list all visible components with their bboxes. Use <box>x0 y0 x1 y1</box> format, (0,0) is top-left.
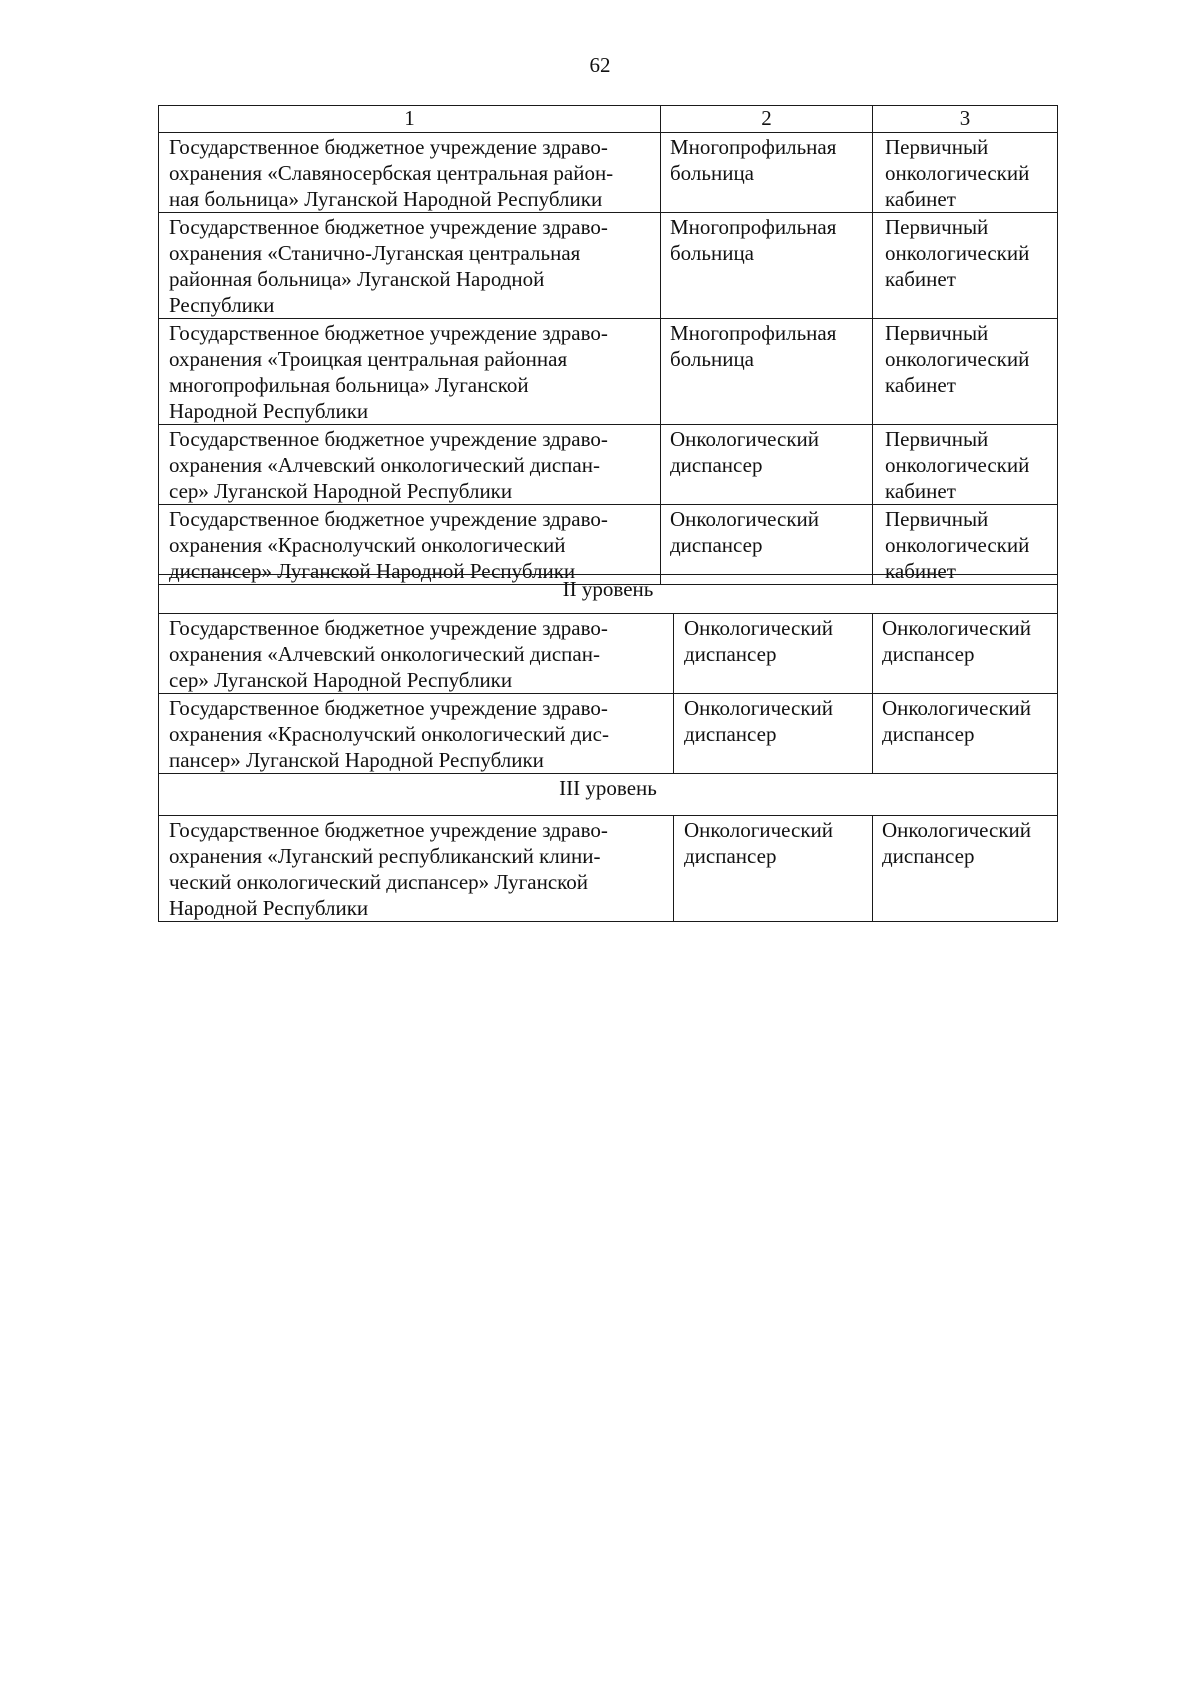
facility-type-cell-line: диспансер <box>684 722 777 746</box>
facility-type-cell <box>661 505 873 585</box>
column-number-3: 3 <box>873 106 1058 133</box>
institution-name-cell-line: Государственное бюджетное учреждение здраво- <box>169 321 608 345</box>
section-row-level2 <box>159 575 1058 614</box>
facility-type-cell <box>674 614 873 694</box>
institution-name-cell-line: районная больница» Луганской Народной <box>169 267 545 291</box>
facility-type-cell <box>661 213 873 319</box>
oncology-unit-cell-line: Онкологический <box>882 818 1031 842</box>
oncology-unit-cell <box>873 213 1058 319</box>
facility-type-cell-line: диспансер <box>684 642 777 666</box>
facility-type-cell <box>661 133 873 213</box>
institution-name-cell-line: Народной Республики <box>169 399 369 423</box>
institution-name-cell-line: охранения «Славяносербская центральная район- <box>169 161 614 185</box>
oncology-unit-cell-line: Первичный <box>885 507 989 531</box>
oncology-unit-cell-line: кабинет <box>885 373 956 397</box>
institution-name-cell-line: Государственное бюджетное учреждение здраво- <box>169 696 608 720</box>
facility-type-cell-line: Онкологический <box>670 507 819 531</box>
institution-name-cell-line: Республики <box>169 293 275 317</box>
facility-type-cell-line: диспансер <box>684 844 777 868</box>
oncology-unit-cell-line: диспансер <box>882 642 975 666</box>
institution-name-cell-line: сер» Луганской Народной Республики <box>169 479 513 503</box>
facility-type-cell-line: Многопрофильная <box>670 215 837 239</box>
table-row <box>159 319 1058 425</box>
institution-name-cell <box>159 133 661 213</box>
institution-name-cell-line: охранения «Троицкая центральная районная <box>169 347 568 371</box>
oncology-unit-cell-line: Первичный <box>885 427 989 451</box>
column-number-1: 1 <box>159 106 661 133</box>
facility-type-cell <box>674 816 873 922</box>
oncology-unit-cell <box>873 694 1058 774</box>
oncology-unit-cell-line: Онкологический <box>882 616 1031 640</box>
oncology-unit-cell-line: кабинет <box>885 559 956 583</box>
oncology-unit-cell-line: онкологический <box>885 161 1030 185</box>
table-row <box>159 213 1058 319</box>
facility-type-cell-line: больница <box>670 241 754 265</box>
oncology-unit-cell-line: Первичный <box>885 215 989 239</box>
institution-name-cell-line: охранения «Краснолучский онкологический <box>169 533 566 557</box>
facility-type-cell <box>661 425 873 505</box>
facility-type-cell-line: больница <box>670 161 754 185</box>
institution-name-cell-line: охранения «Алчевский онкологический диспан- <box>169 453 600 477</box>
institution-name-cell-line: Народной Республики <box>169 896 369 920</box>
institution-name-cell-line: сер» Луганской Народной Республики <box>169 668 513 692</box>
institution-name-cell-line: охранения «Алчевский онкологический диспан- <box>169 642 600 666</box>
oncology-unit-cell-line: кабинет <box>885 187 956 211</box>
oncology-unit-cell-line: Онкологический <box>882 696 1031 720</box>
oncology-unit-cell <box>873 614 1058 694</box>
oncology-unit-cell-line: онкологический <box>885 241 1030 265</box>
oncology-unit-cell-line: диспансер <box>882 722 975 746</box>
institution-name-cell <box>159 694 674 774</box>
institution-name-cell-line: Государственное бюджетное учреждение здраво- <box>169 135 608 159</box>
oncology-unit-cell-line: кабинет <box>885 267 956 291</box>
oncology-unit-cell-line: Первичный <box>885 321 989 345</box>
institution-name-cell <box>159 614 674 694</box>
table-row <box>159 816 1058 922</box>
facility-type-cell-line: Многопрофильная <box>670 135 837 159</box>
section-label-level3: III уровень <box>159 774 1058 816</box>
table-header-row <box>159 106 1058 133</box>
table-row <box>159 614 1058 694</box>
facility-type-cell-line: Онкологический <box>684 696 833 720</box>
table-row <box>159 505 1058 585</box>
oncology-unit-cell <box>873 425 1058 505</box>
institution-name-cell <box>159 213 661 319</box>
facility-type-cell-line: больница <box>670 347 754 371</box>
section-label-level2: II уровень <box>159 575 1058 614</box>
institution-name-cell <box>159 425 661 505</box>
oncology-unit-cell <box>873 505 1058 585</box>
institution-name-cell-line: многопрофильная больница» Луганской <box>169 373 529 397</box>
institution-name-cell-line: Государственное бюджетное учреждение здраво- <box>169 427 608 451</box>
institution-name-cell-line: охранения «Краснолучский онкологический дис- <box>169 722 609 746</box>
institution-name-cell-line: Государственное бюджетное учреждение здраво- <box>169 616 608 640</box>
institution-name-cell-line: ческий онкологический диспансер» Луганской <box>169 870 589 894</box>
facility-type-cell-line: Многопрофильная <box>670 321 837 345</box>
institution-name-cell-line: охранения «Луганский республиканский клини- <box>169 844 601 868</box>
facility-type-cell <box>661 319 873 425</box>
page-number: 62 <box>589 53 611 77</box>
institution-name-cell-line: охранения «Станично-Луганская центральная <box>169 241 581 265</box>
institution-name-cell-line: Государственное бюджетное учреждение здраво- <box>169 507 608 531</box>
oncology-unit-cell-line: Первичный <box>885 135 989 159</box>
oncology-unit-cell-line: онкологический <box>885 453 1030 477</box>
table-row <box>159 133 1058 213</box>
facility-type-cell-line: Онкологический <box>670 427 819 451</box>
section-row-level3 <box>159 774 1058 816</box>
oncology-unit-cell <box>873 816 1058 922</box>
facility-type-cell-line: Онкологический <box>684 818 833 842</box>
facility-table-level2-3 <box>158 574 1058 922</box>
table-row <box>159 694 1058 774</box>
oncology-unit-cell-line: онкологический <box>885 533 1030 557</box>
oncology-unit-cell-line: онкологический <box>885 347 1030 371</box>
institution-name-cell-line: Государственное бюджетное учреждение здраво- <box>169 215 608 239</box>
oncology-unit-cell-line: кабинет <box>885 479 956 503</box>
institution-name-cell <box>159 505 661 585</box>
oncology-unit-cell <box>873 319 1058 425</box>
institution-name-cell-line: пансер» Луганской Народной Республики <box>169 748 544 772</box>
institution-name-cell-line: Государственное бюджетное учреждение здраво- <box>169 818 608 842</box>
facility-type-cell <box>674 694 873 774</box>
institution-name-cell <box>159 319 661 425</box>
oncology-unit-cell-line: диспансер <box>882 844 975 868</box>
facility-type-cell-line: Онкологический <box>684 616 833 640</box>
institution-name-cell-line: диспансер» Луганской Народной Республики <box>169 559 576 583</box>
facility-type-cell-line: диспансер <box>670 453 763 477</box>
facility-type-cell-line: диспансер <box>670 533 763 557</box>
column-number-2: 2 <box>661 106 873 133</box>
table-row <box>159 425 1058 505</box>
institution-name-cell-line: ная больница» Луганской Народной Республики <box>169 187 603 211</box>
oncology-unit-cell <box>873 133 1058 213</box>
institution-name-cell <box>159 816 674 922</box>
facility-table-level1 <box>158 105 1058 585</box>
